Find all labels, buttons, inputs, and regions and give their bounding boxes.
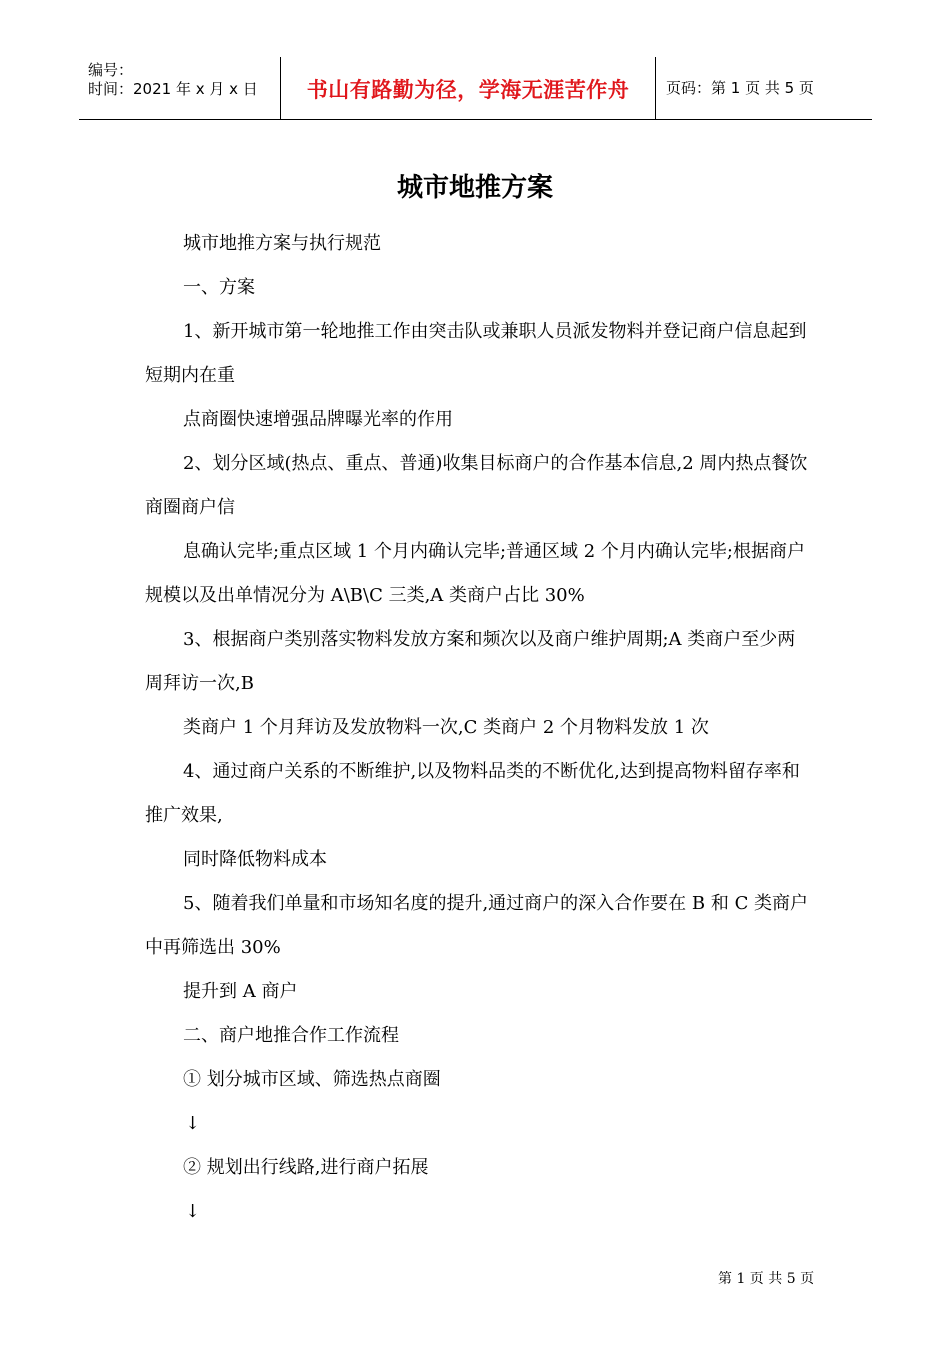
paragraph: 1、新开城市第一轮地推工作由突击队或兼职人员派发物料并登记商户信息起到短期内在重 (145, 321, 807, 386)
paragraph: 2、划分区域(热点、重点、普通)收集目标商户的合作基本信息,2 周内热点餐饮商圈商户信 (145, 453, 808, 518)
section-heading: 二、商户地推合作工作流程 (183, 1025, 399, 1046)
paragraph: 4、通过商户关系的不断维护,以及物料品类的不断优化,达到提高物料留存率和推广效果, (145, 761, 800, 826)
page-header (79, 57, 872, 120)
document-number-label: 编号： (88, 61, 134, 79)
header-motto: 书山有路勤为径，学海无涯苦作舟 (306, 78, 630, 102)
header-motto-cell (281, 57, 656, 119)
document-body (145, 222, 810, 1234)
flow-step: ② 规划出行线路,进行商户拓展 (183, 1157, 429, 1178)
paragraph: 同时降低物料成本 (183, 849, 327, 870)
down-arrow-icon: ↓ (185, 1201, 201, 1222)
document-title: 城市地推方案 (396, 173, 553, 203)
document-time-label: 时间：2021 年 x 月 x 日 (88, 80, 258, 98)
down-arrow-icon: ↓ (185, 1113, 201, 1134)
header-page-number: 页码：第 1 页 共 5 页 (666, 79, 814, 97)
paragraph: 提升到 A 商户 (183, 981, 298, 1002)
paragraph: 3、根据商户类别落实物料发放方案和频次以及商户维护周期;A 类商户至少两周拜访一次,B (145, 629, 796, 694)
section-heading: 一、方案 (183, 277, 255, 298)
header-page-cell (656, 57, 872, 119)
header-info-cell (79, 57, 281, 119)
paragraph: 类商户 1 个月拜访及发放物料一次,C 类商户 2 个月物料发放 1 次 (183, 717, 709, 738)
paragraph: 5、随着我们单量和市场知名度的提升,通过商户的深入合作要在 B 和 C 类商户中再筛选出 30% (145, 893, 809, 958)
paragraph: 城市地推方案与执行规范 (183, 233, 381, 254)
flow-step: ① 划分城市区域、筛选热点商圈 (183, 1069, 441, 1090)
paragraph: 息确认完毕;重点区域 1 个月内确认完毕;普通区域 2 个月内确认完毕;根据商户规模以及出单情况分为 A\B\C 三类,A 类商户占比 30% (145, 541, 805, 606)
page-footer: 第 1 页 共 5 页 (718, 1271, 815, 1287)
paragraph: 点商圈快速增强品牌曝光率的作用 (183, 409, 453, 430)
